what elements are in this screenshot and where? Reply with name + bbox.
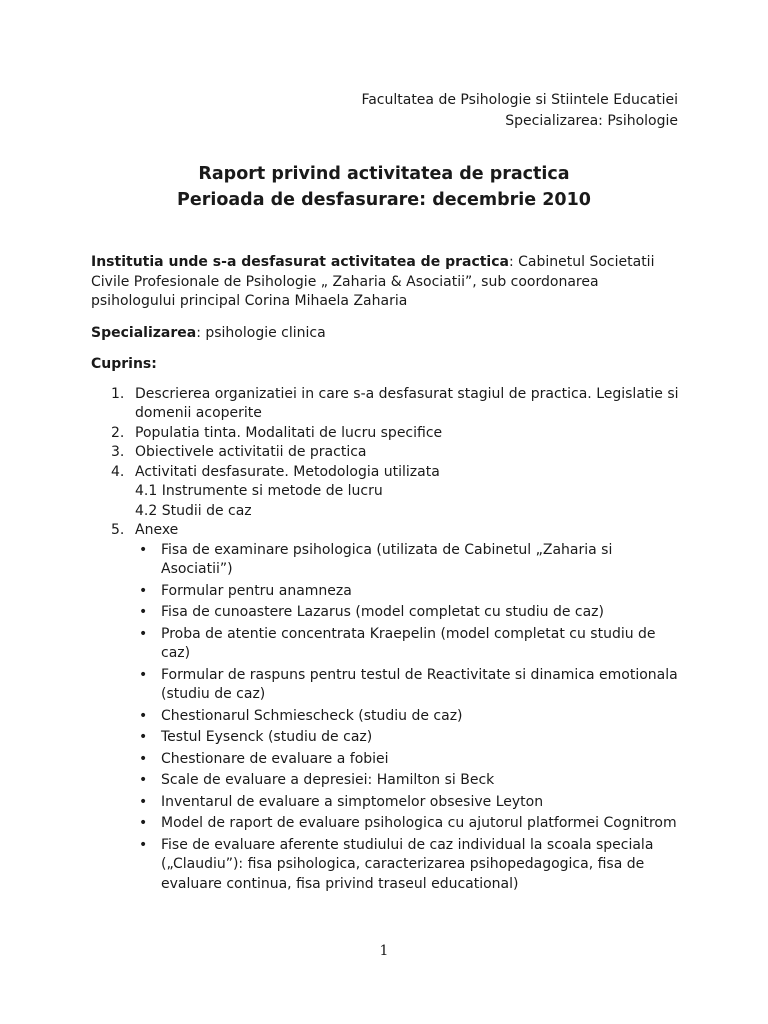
bullet-icon: • bbox=[139, 541, 148, 558]
annex-item: • Proba de atentie concentrata Kraepelin (model completat cu studiu de caz) bbox=[139, 625, 656, 661]
sub-item: 4.2 Studii de caz bbox=[135, 502, 252, 519]
annex-list bbox=[135, 541, 681, 895]
title-line-2: Perioada de desfasurare: decembrie 2010 bbox=[177, 190, 591, 210]
annex-item: • Scale de evaluare a depresiei: Hamilton si Beck bbox=[135, 771, 681, 791]
report-title bbox=[0, 161, 768, 213]
annex-item: • Chestionarul Schmiescheck (studiu de caz) bbox=[135, 707, 681, 727]
item-number: 1. bbox=[111, 385, 125, 402]
contents-heading: Cuprins: bbox=[91, 356, 157, 372]
annex-item: • Fise de evaluare aferente studiului de caz individual la scoala speciala („Claudiu”): fisa psihologica, caracterizarea psihopedagogica, fisa de evaluare continua, fisa privind traseul educational) bbox=[139, 836, 654, 892]
sub-item: 4.1 Instrumente si metode de lucru bbox=[135, 483, 383, 499]
bullet-icon: • bbox=[139, 707, 148, 724]
bullet-icon: • bbox=[139, 815, 148, 831]
contents-item bbox=[91, 443, 681, 463]
bullet-icon: • bbox=[139, 772, 148, 788]
contents-item bbox=[91, 385, 681, 424]
bullet-icon: • bbox=[139, 793, 148, 810]
item-text: Activitati desfasurate. Metodologia utilizata bbox=[135, 463, 440, 480]
item-number: 4. bbox=[111, 463, 125, 480]
item-text: Anexe bbox=[135, 522, 179, 538]
bullet-icon: • bbox=[139, 604, 148, 620]
item-number: 2. bbox=[111, 424, 125, 441]
annex-item: • Model de raport de evaluare psihologica cu ajutorul platformei Cognitrom bbox=[135, 814, 681, 834]
bullet-icon: • bbox=[139, 666, 148, 683]
annex-item: • Chestionare de evaluare a fobiei bbox=[135, 750, 681, 770]
title-line-1: Raport privind activitatea de practica bbox=[198, 164, 570, 184]
specialization-label: Specializarea bbox=[91, 324, 197, 341]
item-number: 5. bbox=[111, 522, 125, 538]
contents-list bbox=[91, 385, 681, 895]
item-text: Obiectivele activitatii de practica bbox=[135, 444, 367, 460]
specialization-paragraph bbox=[91, 324, 681, 344]
page-number: 1 bbox=[379, 943, 389, 959]
annex-item: • Formular pentru anamneza bbox=[135, 582, 681, 602]
specialization-text: : psihologie clinica bbox=[196, 324, 326, 341]
annex-item: • Fisa de cunoastere Lazarus (model completat cu studiu de caz) bbox=[135, 603, 681, 623]
faculty-name: Facultatea de Psihologie si Stiintele Educatiei bbox=[361, 92, 678, 108]
item-text: Populatia tinta. Modalitati de lucru specifice bbox=[135, 424, 443, 441]
annex-item: • Inventarul de evaluare a simptomelor obsesive Leyton bbox=[135, 793, 681, 813]
bullet-icon: • bbox=[139, 625, 148, 642]
annex-item: • Formular de raspuns pentru testul de Reactivitate si dinamica emotionala (studiu de caz) bbox=[139, 666, 678, 702]
annex-item: • Fisa de examinare psihologica (utilizata de Cabinetul „Zaharia si Asociatii”) bbox=[139, 541, 613, 577]
bullet-icon: • bbox=[139, 836, 148, 853]
institution-paragraph bbox=[91, 253, 681, 312]
contents-item bbox=[91, 463, 681, 522]
bullet-icon: • bbox=[139, 750, 148, 767]
contents-item bbox=[91, 424, 681, 444]
annex-item: • Testul Eysenck (studiu de caz) bbox=[135, 728, 681, 748]
bullet-icon: • bbox=[139, 582, 148, 599]
header-block bbox=[361, 90, 678, 132]
bullet-icon: • bbox=[139, 729, 148, 745]
report-content bbox=[91, 253, 681, 896]
institution-label: Institutia unde s-a desfasurat activitatea de practica bbox=[91, 254, 509, 270]
institution-text: : Cabinetul Societatii Civile Profesionale de Psihologie „ Zaharia & Asociatii”, sub coordonarea psihologului principal Corina Mihaela Zaharia bbox=[91, 254, 655, 309]
item-text: Descrierea organizatiei in care s-a desfasurat stagiul de practica. Legislatie si domenii acoperite bbox=[135, 385, 679, 421]
specialization-header: Specializarea: Psihologie bbox=[505, 113, 678, 129]
contents-item bbox=[91, 521, 681, 894]
item-number: 3. bbox=[111, 444, 125, 460]
